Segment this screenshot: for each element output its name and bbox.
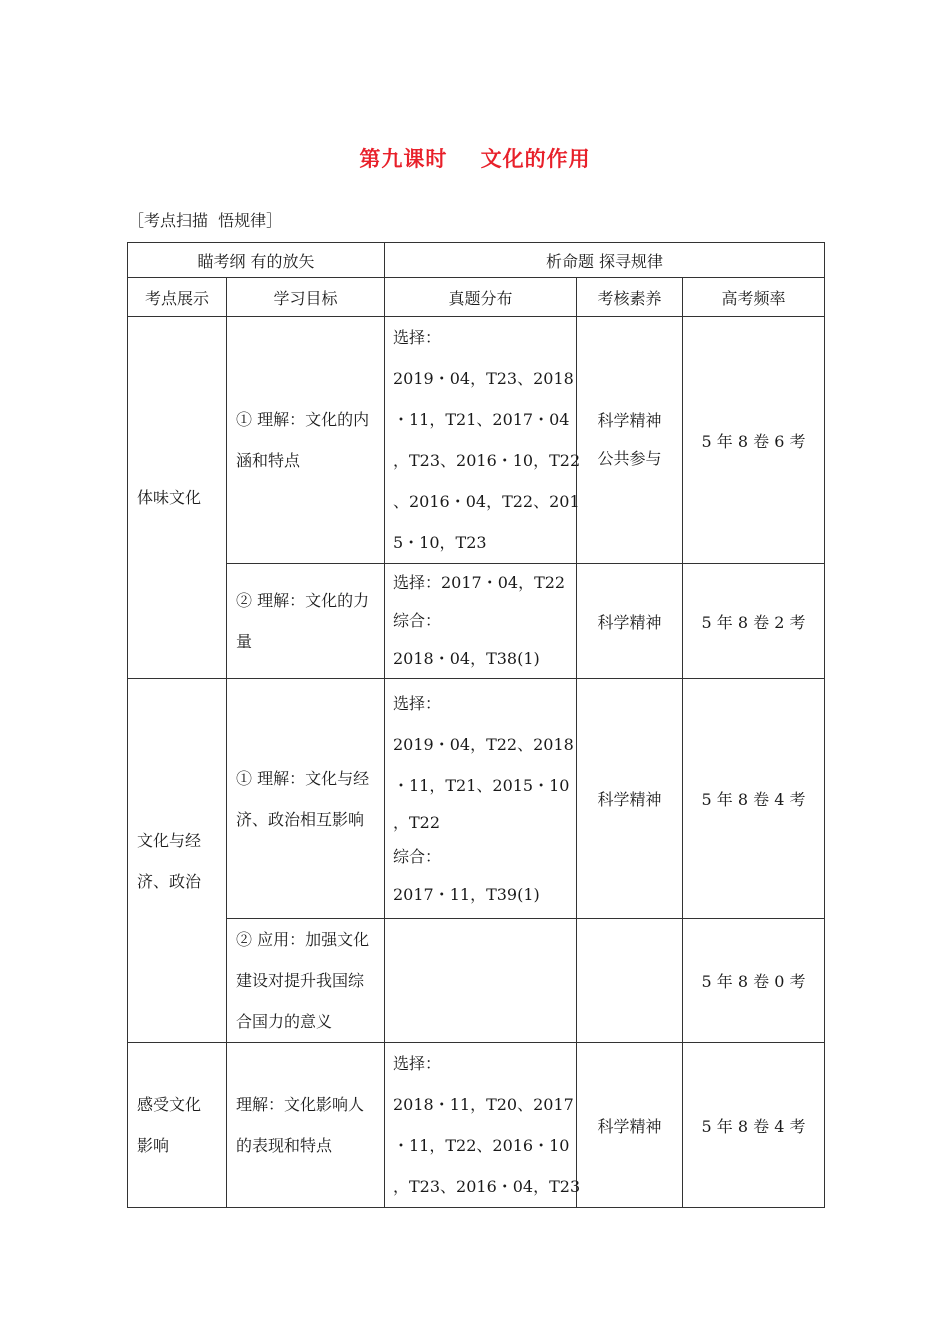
page-title: 第九课时 文化的作用: [359, 147, 591, 171]
goal-cell: [227, 679, 385, 919]
topic-text: 济、政治: [137, 871, 202, 891]
distribution-text: 、2016・04，T22、201: [393, 492, 580, 511]
topic-text: 文化与经: [137, 830, 202, 850]
distribution-text: 2018・11，T20、2017: [393, 1095, 574, 1114]
literacy-cell: 科学精神: [577, 1043, 683, 1208]
header-group-syllabus: 瞄考纲 有的放矢: [128, 243, 385, 278]
literacy-cell: 科学精神: [577, 564, 683, 679]
topic-text: 体味文化: [137, 488, 202, 507]
topic-text: 影响: [137, 1136, 170, 1155]
literacy-text: 公共参与: [597, 449, 662, 468]
goal-text: 的表现和特点: [236, 1136, 333, 1155]
distribution-text: ・11，T22、2016・10: [393, 1136, 570, 1155]
literacy-cell: [577, 317, 683, 564]
frequency-cell: 5 年 8 卷 0 考: [683, 919, 825, 1043]
column-header-topic: 考点展示: [128, 278, 227, 317]
distribution-text: 2019・04，T22、2018: [393, 734, 574, 754]
goal-text: 理解：文化影响人: [236, 1095, 365, 1114]
column-header-literacy: 考核素养: [577, 278, 683, 317]
goal-text: 涵和特点: [236, 451, 301, 470]
topic-cell: [128, 679, 227, 1043]
distribution-cell: [385, 1043, 581, 1208]
goal-text: ② 应用：加强文化: [236, 930, 370, 949]
goal-text: 济、政治相互影响: [236, 809, 365, 829]
frequency-cell: 5 年 8 卷 4 考: [683, 1043, 825, 1208]
distribution-cell: [385, 317, 581, 564]
table-row: [128, 1043, 825, 1208]
distribution-text: 选择：: [393, 1054, 442, 1073]
distribution-text: ，T23、2016・10，T22: [393, 451, 581, 470]
goal-text: ② 理解：文化的力: [236, 591, 370, 610]
table-row: [128, 564, 825, 679]
column-header-frequency: 高考频率: [683, 278, 825, 317]
distribution-text: 选择：: [393, 328, 442, 347]
goal-cell: [227, 1043, 385, 1208]
distribution-text: ・11，T21、2015・10: [393, 775, 570, 795]
distribution-text: 综合：: [393, 846, 442, 866]
table-row: [128, 317, 825, 564]
distribution-text: ，T22: [393, 812, 441, 832]
distribution-text: 选择：: [393, 693, 442, 713]
column-header-distribution: 真题分布: [385, 278, 577, 317]
goal-text: 量: [236, 632, 253, 651]
goal-text: ① 理解：文化的内: [236, 410, 370, 429]
goal-cell: [227, 564, 385, 679]
header-group-analysis: 析命题 探寻规律: [385, 243, 825, 278]
distribution-text: 2017・11，T39(1): [393, 884, 540, 904]
distribution-text: 2019・04，T23、2018: [393, 369, 574, 388]
goal-cell: [227, 919, 385, 1043]
topic-cell: [128, 1043, 227, 1208]
distribution-cell: [385, 679, 577, 919]
distribution-cell: [385, 919, 577, 1043]
table-row: [128, 679, 825, 919]
distribution-text: 5・10，T23: [393, 533, 487, 552]
distribution-text: 选择：2017・04，T22: [393, 573, 566, 592]
goal-text: 建设对提升我国综: [236, 971, 365, 990]
table-row: [128, 919, 825, 1043]
topic-cell: [128, 317, 227, 679]
frequency-cell: 5 年 8 卷 4 考: [683, 679, 825, 919]
distribution-text: ・11，T21、2017・04: [393, 410, 570, 429]
distribution-text: 2018・04，T38(1): [393, 649, 540, 668]
literacy-cell: 科学精神: [577, 679, 683, 919]
literacy-text: 科学精神: [597, 411, 662, 430]
goal-text: 合国力的意义: [236, 1012, 333, 1031]
distribution-text: ，T23、2016・04，T23: [393, 1177, 581, 1196]
frequency-cell: 5 年 8 卷 2 考: [683, 564, 825, 679]
section-label: ［考点扫描 悟规律］: [128, 211, 283, 230]
topic-text: 感受文化: [137, 1095, 202, 1114]
goal-cell: [227, 317, 385, 564]
literacy-cell: [577, 919, 683, 1043]
distribution-cell: [385, 564, 577, 679]
frequency-cell: 5 年 8 卷 6 考: [683, 317, 825, 564]
column-header-goal: 学习目标: [227, 278, 385, 317]
distribution-text: 综合：: [393, 611, 442, 630]
goal-text: ① 理解：文化与经: [236, 768, 370, 788]
exam-overview-table: [127, 242, 825, 1208]
